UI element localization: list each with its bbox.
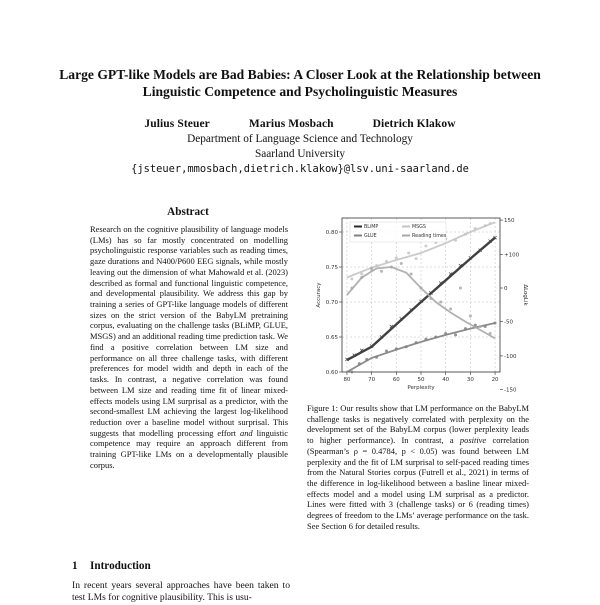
data-point bbox=[424, 245, 427, 248]
data-point bbox=[494, 322, 497, 325]
abstract-heading: Abstract bbox=[167, 206, 209, 218]
y-tick-label: 0.70 bbox=[325, 300, 338, 306]
y-axis-label: Accuracy bbox=[316, 282, 322, 308]
y-right-tick-label: -50 bbox=[504, 319, 513, 326]
author-name: Dietrich Klakow bbox=[372, 118, 456, 130]
data-point bbox=[358, 362, 361, 365]
data-point bbox=[407, 252, 410, 255]
legend-label: Reading times bbox=[412, 234, 447, 239]
abstract-text: Research on the cognitive plausibility of language models (LMs) has so far mostly concentrated on modelling psycholinguistic response variables such as reading times, gaze durations and N400/P600 EEG signals, while mostly leaving out the dimension of what Mahowald et al. (2023) described as formal and functional linguistic competence, and developmental plausibility. We address this gap by training a series of GPT-like language models of different sizes on the strict version of the BabyLM pretraining corpus, evaluating on the challenge tasks (BLiMP, GLUE, MSGS) and an additional reading time prediction task. We find a positive correlation between LM size and performance on all three challenge tasks, with different preferences for model width and depth in each of the tasks. In contrast, a negative correlation was found between LM size and reading time fit of linear mixed-effects models using LM surprisal as a predictor, with the second-smallest LM achieving the largest log-likelihood reduction over a baseline model without surprisal. This suggests that modelling processing effort bbox=[90, 224, 288, 438]
data-point bbox=[380, 270, 383, 273]
data-point bbox=[454, 239, 457, 242]
data-point bbox=[410, 273, 413, 276]
data-point bbox=[415, 341, 418, 344]
section-title: Introduction bbox=[90, 560, 151, 572]
data-point bbox=[474, 227, 477, 230]
data-point bbox=[375, 356, 378, 359]
y-right-tick-label: 150 bbox=[504, 218, 515, 225]
y-tick-label: 0.65 bbox=[325, 335, 338, 341]
data-point bbox=[350, 277, 353, 280]
author-name: Marius Mosbach bbox=[248, 118, 334, 130]
data-point bbox=[479, 325, 482, 328]
data-point bbox=[360, 273, 363, 276]
section-number: 1 bbox=[72, 560, 78, 572]
x-tick-label: 30 bbox=[466, 377, 474, 383]
data-point bbox=[444, 332, 447, 335]
data-point bbox=[390, 266, 393, 269]
data-point bbox=[395, 347, 398, 350]
author-emails[interactable]: {jsteuer,mmosbach,dietrich.klakow}@lsv.uni-saarland.de bbox=[131, 163, 469, 175]
figure-1 bbox=[304, 200, 530, 402]
data-point bbox=[405, 345, 408, 348]
data-point bbox=[449, 308, 452, 311]
data-point bbox=[489, 222, 492, 225]
y-right-tick-label: -100 bbox=[504, 353, 517, 360]
figure-caption bbox=[307, 403, 529, 532]
x-tick-label: 50 bbox=[417, 377, 425, 383]
data-point bbox=[484, 224, 487, 227]
results-chart bbox=[304, 200, 530, 402]
data-point bbox=[469, 315, 472, 318]
x-tick-label: 80 bbox=[343, 377, 351, 383]
x-tick-label: 40 bbox=[442, 377, 450, 383]
data-point bbox=[350, 371, 353, 374]
y-right-tick-label: +100 bbox=[504, 252, 520, 259]
caption-emphasis: positive bbox=[459, 435, 487, 446]
data-point bbox=[350, 287, 353, 290]
data-point bbox=[464, 233, 467, 236]
data-point bbox=[454, 333, 457, 336]
x-tick-label: 20 bbox=[491, 377, 499, 383]
data-point bbox=[360, 276, 363, 279]
data-point bbox=[420, 287, 423, 290]
legend-label: BLiMP bbox=[364, 225, 379, 230]
paper-title: Large GPT-like Models are Bad Babies: A Closer Look at the Relationship between Linguistic Competence and Psycholinguistic Measures bbox=[59, 67, 541, 99]
introduction-text: In recent years several approaches have been taken to test LMs for cognitive plausibility. This is usu- bbox=[72, 580, 290, 604]
affiliation-department: Department of Language Science and Technology bbox=[187, 133, 413, 145]
legend-label: GLUE bbox=[364, 234, 377, 239]
y-right-tick-label: -150 bbox=[504, 387, 517, 394]
data-point bbox=[424, 338, 427, 341]
data-point bbox=[464, 327, 467, 330]
legend-label: MSGS bbox=[412, 225, 426, 230]
data-point bbox=[459, 287, 462, 290]
data-point bbox=[400, 262, 403, 265]
data-point bbox=[489, 332, 492, 335]
data-point bbox=[415, 257, 418, 260]
author-list bbox=[40, 118, 560, 130]
data-point bbox=[439, 301, 442, 304]
x-axis-label: Perplexity bbox=[407, 385, 435, 391]
data-point bbox=[429, 297, 432, 300]
affiliation-university: Saarland University bbox=[254, 148, 346, 160]
caption-text-end: correlation (Spearman’s ρ = 0.4784, p < 0.05) was found between LM perplexity and the fit of LM surprisal to self-paced reading times from the Natural Stories corpus (Futrell et al., 2021) in terms of the difference in log-likelihood between a basline linear mixed-effects model and a model using LM surprisal as a predictor. Lines were fitted with 3 (challenge tasks) or 6 (reading times) degrees of freedom to the LMs’ average performance on the task. See Section 6 for detailed results. bbox=[307, 435, 529, 531]
y-right-axis-label: ΔLogLik bbox=[522, 284, 528, 306]
data-point bbox=[385, 260, 388, 263]
abstract-body bbox=[90, 224, 288, 471]
section-heading bbox=[72, 560, 151, 572]
author-name: Julius Steuer bbox=[144, 118, 210, 130]
data-point bbox=[434, 336, 437, 339]
abstract-text-end: linguistic competence may require an approach different from training GPT-like LMs on a developmentally plausible corpus. bbox=[90, 427, 288, 470]
x-tick-label: 70 bbox=[368, 377, 376, 383]
x-tick-label: 60 bbox=[392, 377, 400, 383]
y-right-tick-label: 0 bbox=[504, 286, 508, 292]
data-point bbox=[375, 264, 378, 267]
caption-text: Figure 1: Our results show that LM performance on the BabyLM challenge tasks is negatively correlated with perplexity on the development set of the BabyLM corpus (lower perplexity leads to higher performance). In contrast, a bbox=[307, 403, 529, 446]
data-point bbox=[484, 325, 487, 328]
y-tick-label: 0.60 bbox=[325, 370, 338, 376]
abstract-emphasis: and bbox=[239, 427, 253, 438]
y-tick-label: 0.80 bbox=[325, 230, 338, 236]
data-point bbox=[365, 358, 368, 361]
data-point bbox=[370, 267, 373, 270]
chart-legend bbox=[350, 222, 447, 242]
y-tick-label: 0.75 bbox=[325, 265, 338, 271]
data-point bbox=[385, 350, 388, 353]
data-point bbox=[395, 256, 398, 259]
